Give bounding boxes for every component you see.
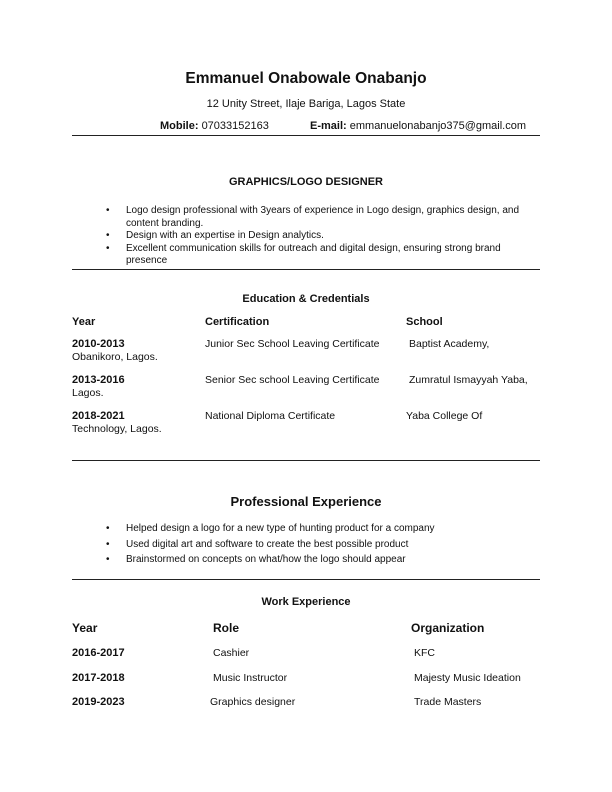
work-organization: Majesty Music Ideation bbox=[414, 672, 521, 684]
work-year: 2016-2017 bbox=[72, 647, 125, 659]
address: 12 Unity Street, Ilaje Bariga, Lagos State bbox=[206, 98, 406, 110]
mobile-label: Mobile: bbox=[160, 120, 199, 132]
mobile-number: 07033152163 bbox=[201, 120, 269, 132]
work-organization: Trade Masters bbox=[414, 696, 482, 708]
email-address: emmanuelonabanjo375@gmail.com bbox=[349, 120, 527, 132]
education-certification: Junior Sec School Leaving Certificate bbox=[205, 338, 380, 350]
work-role: Cashier bbox=[213, 647, 250, 659]
education-school-cont: Lagos. bbox=[72, 387, 104, 399]
candidate-name: Emmanuel Onabowale Onabanjo bbox=[185, 70, 427, 87]
summary-list bbox=[72, 205, 540, 268]
summary-title: GRAPHICS/LOGO DESIGNER bbox=[228, 176, 384, 188]
work-year: 2019-2023 bbox=[72, 696, 125, 708]
education-school: Zumratul Ismayyah Yaba, bbox=[409, 374, 528, 386]
list-item: • Logo design professional with 3years of experience in Logo design, graphics design, and content branding. bbox=[72, 205, 540, 230]
professional-title: Professional Experience bbox=[230, 494, 382, 509]
education-header-school: School bbox=[406, 316, 443, 328]
education-school: Baptist Academy, bbox=[409, 338, 490, 350]
work-header-role: Role bbox=[213, 621, 240, 635]
work-header-year: Year bbox=[72, 621, 98, 635]
education-certification: Senior Sec school Leaving Certificate bbox=[205, 374, 380, 386]
education-year: 2013-2016 bbox=[72, 374, 125, 386]
list-item: • Design with an expertise in Design analytics. bbox=[72, 230, 540, 243]
divider bbox=[72, 460, 540, 461]
professional-list bbox=[72, 521, 540, 568]
work-role: Music Instructor bbox=[213, 672, 288, 684]
divider bbox=[72, 269, 540, 270]
education-school-cont: Obanikoro, Lagos. bbox=[72, 351, 158, 363]
education-year: 2010-2013 bbox=[72, 338, 125, 350]
education-certification: National Diploma Certificate bbox=[205, 410, 336, 422]
education-header-certification: Certification bbox=[205, 316, 270, 328]
list-item: • Excellent communication skills for outreach and digital design, ensuring strong brand presence bbox=[72, 243, 540, 268]
education-title: Education & Credentials bbox=[242, 293, 370, 305]
email-line bbox=[310, 120, 526, 132]
education-year: 2018-2021 bbox=[72, 410, 125, 422]
divider bbox=[72, 135, 540, 136]
mobile-line bbox=[160, 120, 269, 132]
list-item: • Brainstormed on concepts on what/how the logo should appear bbox=[72, 552, 540, 568]
education-school: Yaba College Of bbox=[406, 410, 483, 422]
work-role: Graphics designer bbox=[210, 696, 296, 708]
work-title: Work Experience bbox=[261, 596, 351, 608]
email-label: E-mail: bbox=[310, 120, 347, 132]
divider bbox=[72, 579, 540, 580]
education-school-cont: Technology, Lagos. bbox=[72, 423, 162, 435]
work-year: 2017-2018 bbox=[72, 672, 125, 684]
work-header-organization: Organization bbox=[411, 621, 485, 635]
education-header-year: Year bbox=[72, 316, 96, 328]
list-item: • Used digital art and software to create the best possible product bbox=[72, 537, 540, 553]
list-item: • Helped design a logo for a new type of hunting product for a company bbox=[72, 521, 540, 537]
work-organization: KFC bbox=[414, 647, 435, 659]
